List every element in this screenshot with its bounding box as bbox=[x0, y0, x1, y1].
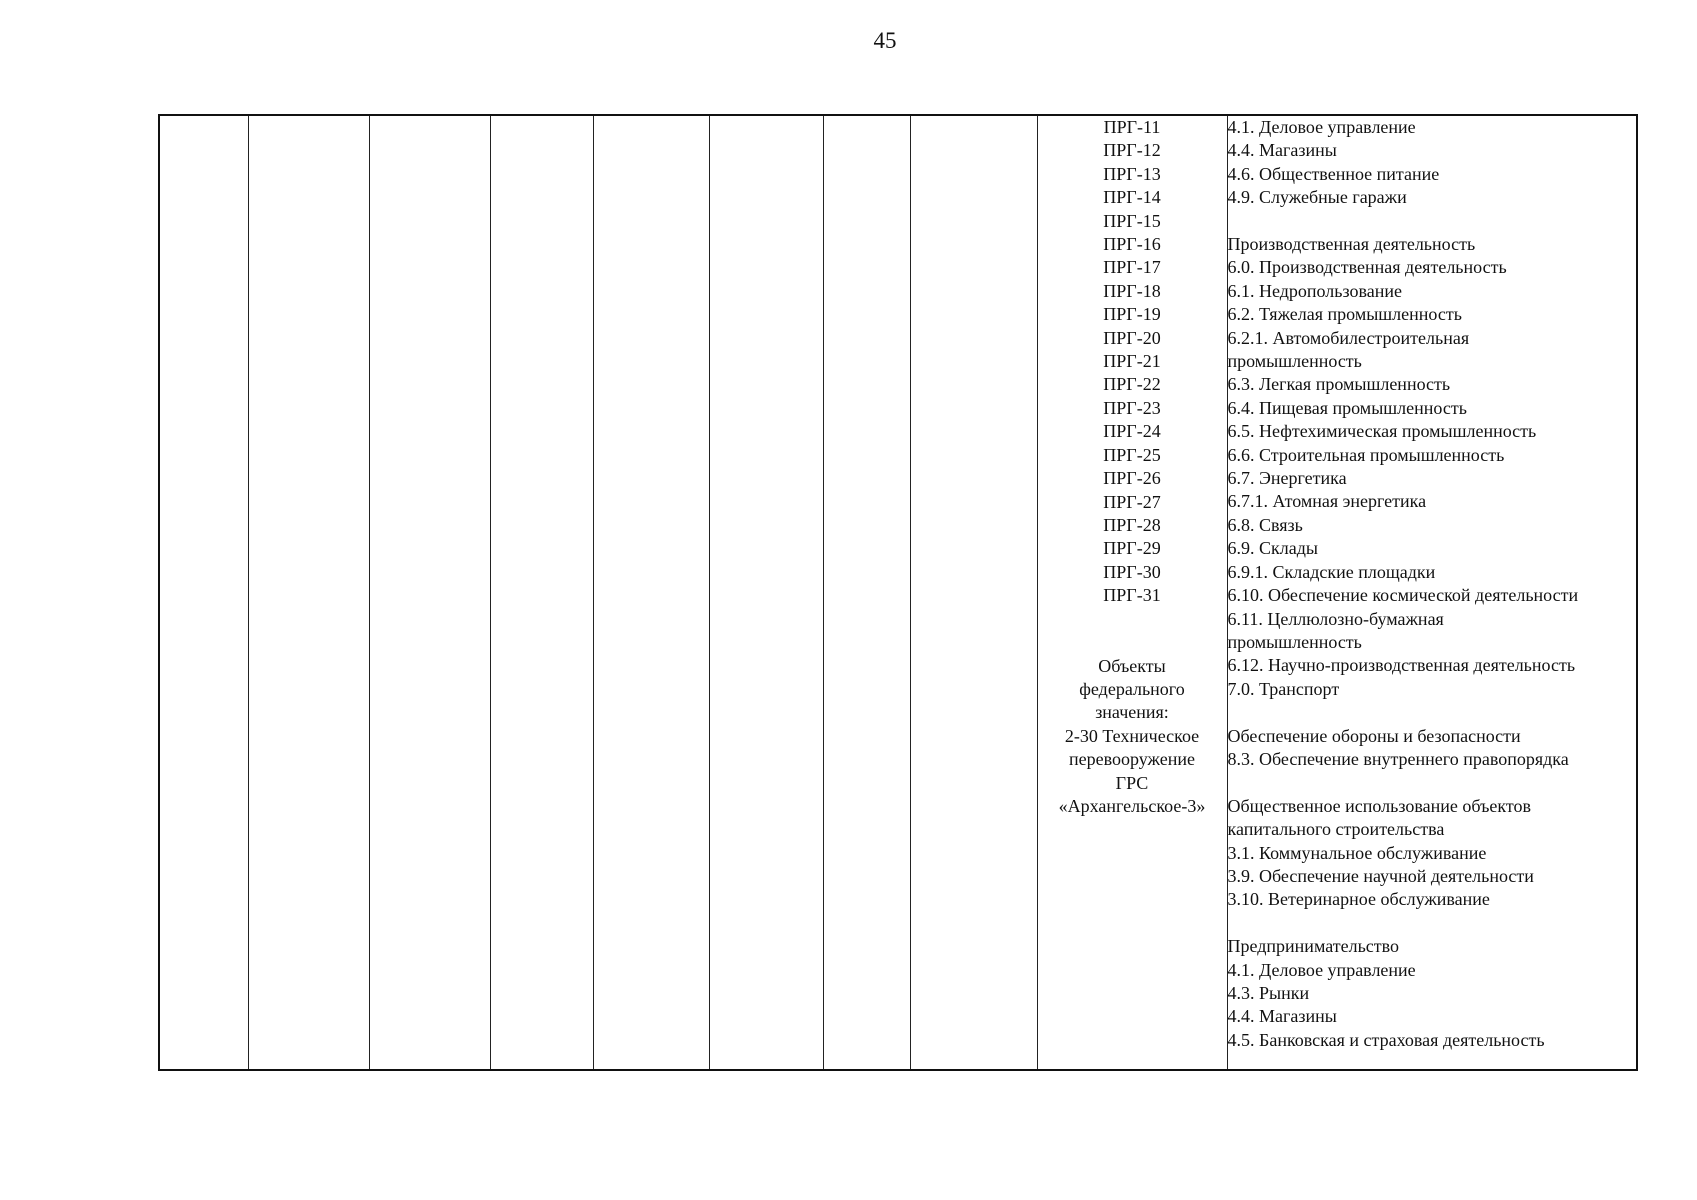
zone-code: ПРГ-31 bbox=[1103, 585, 1161, 606]
permitted-use-line: 3.9. Обеспечение научной деятельности bbox=[1227, 865, 1534, 886]
permitted-use-line: 6.9. Склады bbox=[1227, 538, 1318, 559]
permitted-use-line: Производственная деятельность bbox=[1227, 234, 1476, 255]
permitted-use-line: 4.1. Деловое управление bbox=[1227, 959, 1416, 980]
permitted-use-line: 6.2.1. Автомобилестроительная bbox=[1227, 327, 1470, 348]
permitted-use-line: 6.7. Энергетика bbox=[1227, 468, 1347, 489]
zone-code: ПРГ-25 bbox=[1103, 444, 1161, 465]
zoning-table bbox=[158, 114, 1638, 1071]
permitted-use-line: 6.7.1. Атомная энергетика bbox=[1227, 491, 1427, 512]
permitted-use-cell bbox=[1227, 115, 1637, 1070]
zone-code: ПРГ-27 bbox=[1103, 491, 1161, 512]
table-row bbox=[159, 115, 1637, 1070]
federal-object-line: Объекты bbox=[1098, 655, 1166, 676]
federal-object-line: значения: bbox=[1095, 702, 1169, 723]
zone-code: ПРГ-16 bbox=[1103, 234, 1161, 255]
spacer bbox=[1228, 771, 1637, 794]
zone-code: ПРГ-29 bbox=[1103, 538, 1161, 559]
zone-code: ПРГ-11 bbox=[1103, 117, 1161, 137]
permitted-use-line: 3.1. Коммунальное обслуживание bbox=[1227, 842, 1487, 863]
permitted-use-line: 7.0. Транспорт bbox=[1227, 678, 1340, 699]
permitted-use-line: 4.5. Банковская и страховая деятельность bbox=[1227, 1029, 1545, 1050]
permitted-use-line: Обеспечение обороны и безопасности bbox=[1227, 725, 1521, 746]
zone-code: ПРГ-19 bbox=[1103, 304, 1161, 325]
permitted-use-list bbox=[1228, 116, 1637, 1052]
zone-code: ПРГ-28 bbox=[1103, 514, 1161, 535]
zone-code: ПРГ-14 bbox=[1103, 187, 1161, 208]
permitted-use-line: 6.12. Научно-производственная деятельность bbox=[1227, 655, 1576, 676]
permitted-use-line: промышленность bbox=[1227, 351, 1362, 372]
zone-code: ПРГ-22 bbox=[1103, 374, 1161, 395]
permitted-use-line: 4.3. Рынки bbox=[1227, 982, 1310, 1003]
zone-code: ПРГ-21 bbox=[1103, 351, 1161, 372]
empty-cell bbox=[490, 115, 593, 1070]
spacer bbox=[1228, 210, 1637, 233]
permitted-use-line: 6.8. Связь bbox=[1227, 514, 1303, 535]
federal-object-line: федерального bbox=[1079, 678, 1185, 699]
zone-code: ПРГ-26 bbox=[1103, 468, 1161, 489]
permitted-use-line: 8.3. Обеспечение внутреннего правопорядка bbox=[1227, 748, 1569, 769]
permitted-use-line: 6.2. Тяжелая промышленность bbox=[1227, 304, 1462, 325]
zone-code: ПРГ-17 bbox=[1103, 257, 1161, 278]
permitted-use-line: 4.4. Магазины bbox=[1227, 140, 1337, 161]
permitted-use-line: Общественное использование объектов bbox=[1227, 795, 1532, 816]
zone-code: ПРГ-15 bbox=[1103, 210, 1161, 231]
zone-code: ПРГ-23 bbox=[1103, 397, 1161, 418]
permitted-use-line: промышленность bbox=[1227, 631, 1362, 652]
zone-code: ПРГ-24 bbox=[1103, 421, 1161, 442]
empty-cell bbox=[248, 115, 369, 1070]
page-number: 45 bbox=[873, 28, 897, 53]
zone-code: ПРГ-12 bbox=[1103, 140, 1161, 161]
zone-codes-cell bbox=[1037, 115, 1227, 1070]
permitted-use-line: 6.10. Обеспечение космической деятельности bbox=[1227, 585, 1579, 606]
permitted-use-line: 4.9. Служебные гаражи bbox=[1227, 187, 1407, 208]
permitted-use-line: 4.4. Магазины bbox=[1227, 1006, 1337, 1027]
permitted-use-line: 6.4. Пищевая промышленность bbox=[1227, 397, 1467, 418]
zone-code: ПРГ-30 bbox=[1103, 561, 1161, 582]
zone-codes-list bbox=[1038, 116, 1227, 608]
permitted-use-line: 6.3. Легкая промышленность bbox=[1227, 374, 1451, 395]
federal-object-line: перевооружение bbox=[1069, 749, 1195, 770]
zone-code: ПРГ-18 bbox=[1103, 280, 1161, 301]
empty-cell bbox=[823, 115, 910, 1070]
permitted-use-line: 6.6. Строительная промышленность bbox=[1227, 444, 1505, 465]
permitted-use-line: 4.1. Деловое управление bbox=[1227, 117, 1416, 137]
empty-cell bbox=[159, 115, 248, 1070]
permitted-use-line: капитального строительства bbox=[1227, 819, 1445, 840]
permitted-use-line: 6.0. Производственная деятельность bbox=[1227, 257, 1507, 278]
empty-cell bbox=[709, 115, 823, 1070]
federal-object-line: ГРС bbox=[1115, 772, 1149, 793]
permitted-use-line: Предпринимательство bbox=[1227, 936, 1400, 957]
empty-cell bbox=[593, 115, 709, 1070]
empty-cell bbox=[369, 115, 490, 1070]
permitted-use-line: 4.6. Общественное питание bbox=[1227, 163, 1440, 184]
zone-code: ПРГ-13 bbox=[1103, 163, 1161, 184]
permitted-use-line: 6.11. Целлюлозно-бумажная bbox=[1227, 608, 1444, 629]
permitted-use-line: 6.9.1. Складские площадки bbox=[1227, 561, 1436, 582]
permitted-use-line: 6.5. Нефтехимическая промышленность bbox=[1227, 421, 1537, 442]
permitted-use-line: 3.10. Ветеринарное обслуживание bbox=[1227, 889, 1490, 910]
spacer bbox=[1228, 701, 1637, 724]
federal-object-line: 2-30 Техническое bbox=[1064, 725, 1200, 746]
spacer bbox=[1228, 912, 1637, 935]
federal-objects bbox=[1038, 655, 1227, 819]
permitted-use-line: 6.1. Недропользование bbox=[1227, 280, 1403, 301]
empty-cell bbox=[910, 115, 1037, 1070]
spacer bbox=[1038, 608, 1227, 655]
federal-object-line: «Архангельское-3» bbox=[1058, 795, 1206, 816]
zone-code: ПРГ-20 bbox=[1103, 327, 1161, 348]
